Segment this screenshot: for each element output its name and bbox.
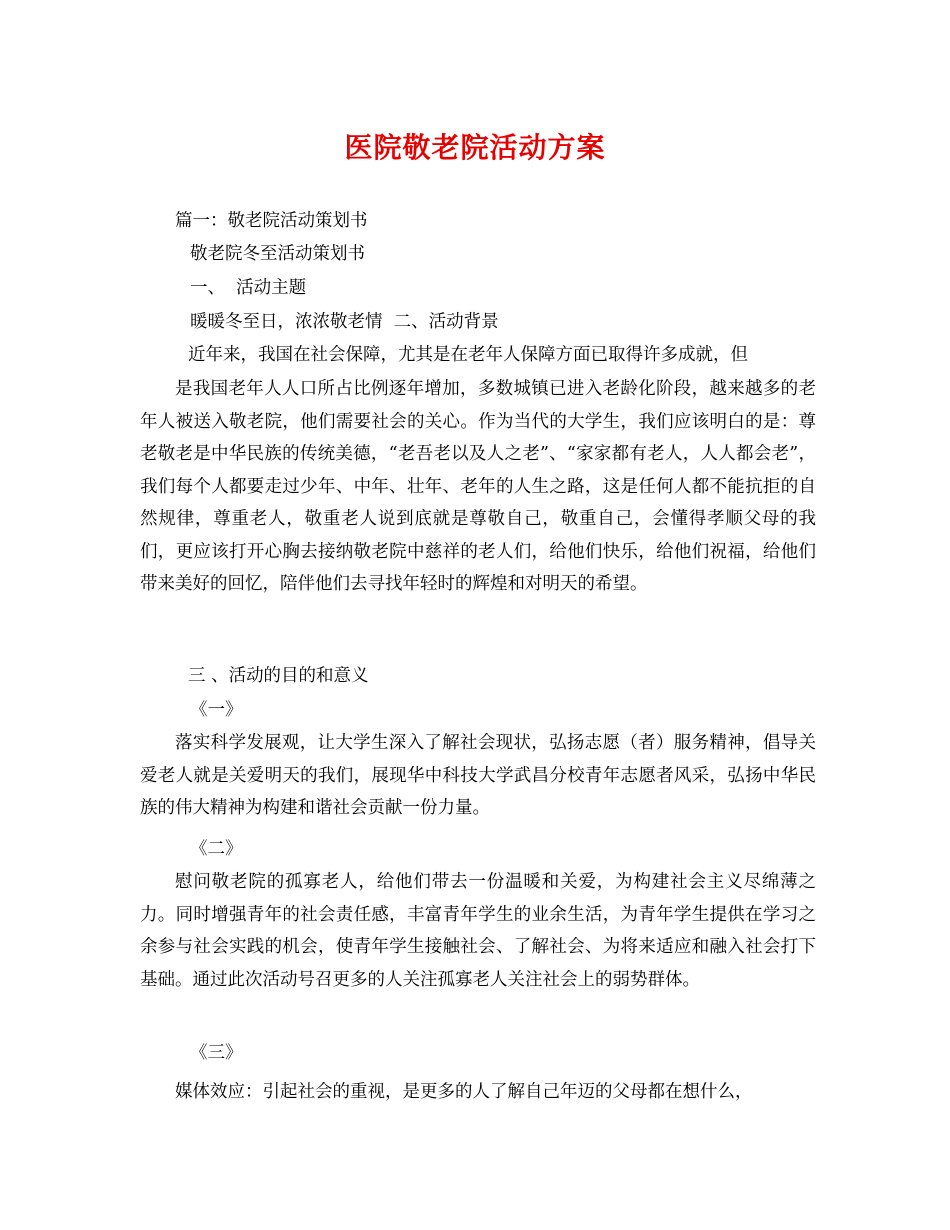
- background-paragraph: 是我国老年人人口所占比例逐年增加，多数城镇已进入老龄化阶段，越来越多的老年人被送入敬老院，他们需要社会的关心。作为当代的大学生，我们应该明白的是：尊老敬老是中华民族的传统美德，“老吾老以及人之老”、“家家都有老人，人人都会老”，我们每个人都要走过少年、中年、壮年、老年的人生之路，这是任何人都不能抗拒的自然规律，尊重老人，敬重老人说到底就是尊敬自己，敬重自己，会懂得孝顺父母的我们，更应该打开心胸去接纳敬老院中慈祥的老人们，给他们快乐，给他们祝福，给他们带来美好的回忆，陪伴他们去寻找年轻时的辉煌和对明天的希望。: [140, 379, 816, 594]
- plan-subtitle: 敬老院冬至活动策划书: [190, 244, 365, 264]
- section-heading-purpose: 三 、活动的目的和意义: [188, 666, 369, 686]
- chapter-heading: 篇一：敬老院活动策划书: [175, 211, 368, 231]
- document-title: 医院敬老院活动方案: [344, 131, 606, 164]
- section-heading-theme: 一、 活动主题: [190, 278, 307, 298]
- background-first-line: 近年来，我国在社会保障，尤其是在老年人保障方面已取得许多成就，但: [188, 345, 748, 365]
- paragraph-one: 落实科学发展观，让大学生深入了解社会现状，弘扬志愿（者）服务精神，倡导关爱老人就是关爱明天的我们，展现华中科技大学武昌分校青年志愿者风采，弘扬中华民族的伟大精神为构建和谐社会贡献一份力量。: [140, 733, 816, 818]
- subheading-one: 《一》: [190, 700, 243, 720]
- theme-text: 暖暖冬至日，浓浓敬老情 二、活动背景: [190, 312, 499, 332]
- subheading-two: 《二》: [190, 839, 243, 859]
- paragraph-two: 慰问敬老院的孤寡老人，给他们带去一份温暖和关爱，为构建社会主义尽绵薄之力。同时增强青年的社会责任感，丰富青年学生的业余生活，为青年学生提供在学习之余参与社会实践的机会，使青年学生接触社会、了解社会、为将来适应和融入社会打下基础。通过此次活动号召更多的人关注孤寡老人关注社会上的弱势群体。: [140, 872, 816, 990]
- paragraph-three: 媒体效应：引起社会的重视，是更多的人了解自己年迈的父母都在想什么，: [175, 1082, 753, 1102]
- subheading-three: 《三》: [190, 1043, 243, 1063]
